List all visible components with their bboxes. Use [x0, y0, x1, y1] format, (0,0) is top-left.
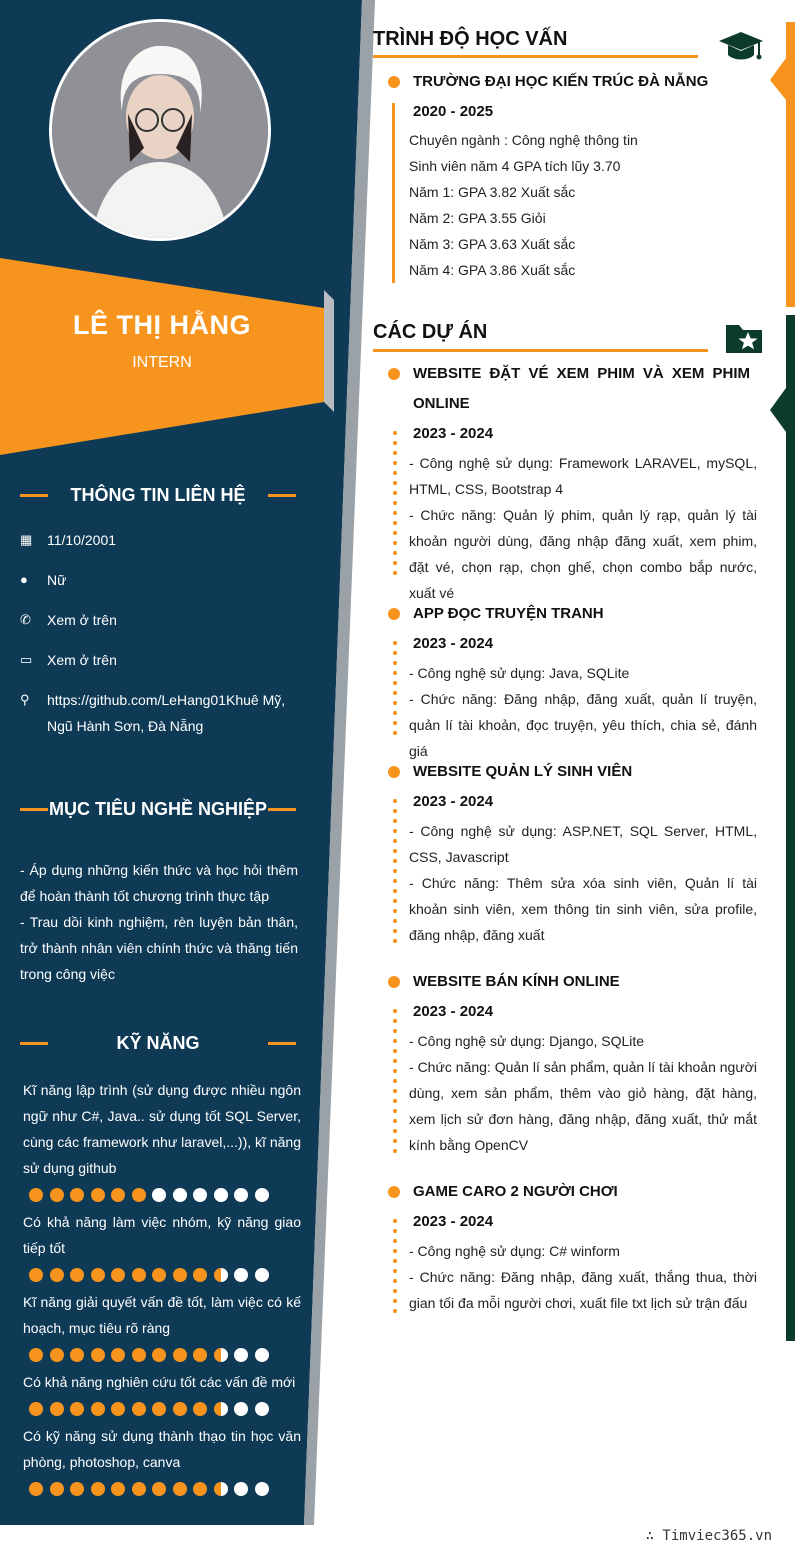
- contact-phone-value: Xem ở trên: [47, 612, 117, 628]
- skill-rating: [29, 1188, 269, 1202]
- skill-rating: [29, 1402, 269, 1416]
- rating-dot: [70, 1348, 84, 1362]
- project-bullet: [388, 766, 400, 778]
- heading-line: [268, 494, 296, 497]
- rating-dot: [173, 1268, 187, 1282]
- rating-dot: [70, 1188, 84, 1202]
- project-title: GAME CARO 2 NGƯỜI CHƠI: [413, 1183, 618, 1200]
- rating-dot: [193, 1402, 207, 1416]
- project-title: WEBSITE ĐẶT VÉ XEM PHIM VÀ XEM PHIM ONLINE: [413, 365, 750, 412]
- skill-text: Kĩ năng lập trình (sử dụng được nhiều ngôn ngữ như C#, Java.. sử dụng tốt SQL Server, cùng các framework như laravel,...)), kĩ năng sử dụng github: [23, 1082, 301, 1176]
- education-detail: Chuyên ngành : Công nghệ thông tin: [409, 132, 638, 148]
- contact-gender-value: Nữ: [47, 572, 67, 588]
- project-details: [409, 660, 757, 764]
- project-title: APP ĐỌC TRUYỆN TRANH: [413, 605, 604, 622]
- rating-dot: [91, 1348, 105, 1362]
- objective-line: - Trau dồi kinh nghiệm, rèn luyện bản thân, trở thành nhân viên chính thức và thăng tiến trong công việc: [20, 914, 298, 982]
- project-detail: - Chức năng: Đăng nhập, đăng xuất, thắng thua, thời gian tối đa mỗi người chơi, xuất file txt lịch sử trận đấu: [409, 1269, 757, 1311]
- rating-dot: [255, 1268, 269, 1282]
- rating-dot: [193, 1482, 207, 1496]
- project-detail: - Công nghệ sử dụng: C# winform: [409, 1243, 620, 1259]
- rating-dot: [91, 1482, 105, 1496]
- education-detail: Năm 4: GPA 3.86 Xuất sắc: [409, 262, 576, 278]
- rating-dot: [255, 1348, 269, 1362]
- profile-title: INTERN: [132, 354, 192, 371]
- phone-icon: ✆: [20, 612, 31, 627]
- project-details: [409, 450, 757, 606]
- rating-dot: [214, 1348, 228, 1362]
- skill-text: Có kỹ năng sử dụng thành thạo tin học văn phòng, photoshop, canva: [23, 1428, 301, 1470]
- profile-name: LÊ THỊ HẰNG: [73, 310, 251, 340]
- contact-email: [20, 647, 310, 673]
- contact-birthday-value: 11/10/2001: [47, 532, 117, 548]
- rating-dot: [70, 1482, 84, 1496]
- rating-dot: [50, 1402, 64, 1416]
- heading-line: [268, 808, 296, 811]
- rating-dot: [91, 1268, 105, 1282]
- project-details: [409, 818, 757, 948]
- education-detail: Năm 3: GPA 3.63 Xuất sắc: [409, 236, 576, 252]
- calendar-icon: ▦: [20, 532, 33, 547]
- project-bullet: [388, 608, 400, 620]
- skill-rating: [29, 1482, 269, 1496]
- rating-dot: [152, 1482, 166, 1496]
- rating-dot: [29, 1348, 43, 1362]
- rating-dot: [173, 1402, 187, 1416]
- project-detail: - Chức năng: Thêm sửa xóa sinh viên, Quản lí tài khoản sinh viên, xem thông tin sinh viên, sửa profile, đăng nhập, đăng xuất: [409, 875, 757, 943]
- rating-dot: [173, 1188, 187, 1202]
- rating-dot: [234, 1348, 248, 1362]
- rating-dot: [214, 1482, 228, 1496]
- project-details: [409, 1238, 757, 1316]
- rating-dot: [111, 1268, 125, 1282]
- rating-dot: [91, 1402, 105, 1416]
- project-bullet: [388, 1186, 400, 1198]
- rating-dot: [152, 1402, 166, 1416]
- rating-dot: [91, 1188, 105, 1202]
- rating-dot: [132, 1482, 146, 1496]
- project-years: 2023 - 2024: [413, 425, 494, 442]
- rating-dot: [234, 1482, 248, 1496]
- rating-dot: [173, 1348, 187, 1362]
- objective-heading: [20, 799, 296, 820]
- rating-dot: [111, 1402, 125, 1416]
- rating-dot: [234, 1188, 248, 1202]
- rating-dot: [111, 1348, 125, 1362]
- contact-heading-text: THÔNG TIN LIÊN HỆ: [70, 485, 246, 505]
- contact-gender: [20, 567, 310, 593]
- project-detail: - Công nghệ sử dụng: ASP.NET, SQL Server, HTML, CSS, Javascript: [409, 823, 757, 865]
- projects-heading: CÁC DỰ ÁN: [373, 321, 488, 343]
- rating-dot: [193, 1268, 207, 1282]
- project-timeline-dots: [393, 796, 397, 948]
- rating-dot: [132, 1348, 146, 1362]
- rating-dot: [132, 1268, 146, 1282]
- project-bullet: [388, 976, 400, 988]
- contact-heading: [20, 485, 296, 506]
- rating-dot: [214, 1402, 228, 1416]
- rating-dot: [70, 1402, 84, 1416]
- email-icon: ▭: [20, 652, 33, 667]
- skills-heading: [20, 1033, 296, 1054]
- project-years: 2023 - 2024: [413, 1213, 494, 1230]
- location-icon: ⚲: [20, 692, 30, 707]
- rating-dot: [111, 1482, 125, 1496]
- project-details: [409, 1028, 757, 1158]
- rating-dot: [50, 1268, 64, 1282]
- watermark: ∴ Timviec365.vn: [645, 1528, 772, 1544]
- contact-address: [20, 687, 310, 739]
- skill-text: Có khả năng làm việc nhóm, kỹ năng giao tiếp tốt: [23, 1214, 301, 1256]
- rating-dot: [132, 1188, 146, 1202]
- skill-rating: [29, 1268, 269, 1282]
- objective-line: - Áp dụng những kiến thức và học hỏi thêm để hoàn thành tốt chương trình thực tập: [20, 862, 298, 904]
- rating-dot: [214, 1268, 228, 1282]
- contact-birthday: [20, 527, 310, 553]
- rating-dot: [29, 1188, 43, 1202]
- skill-rating: [29, 1348, 269, 1362]
- rating-dot: [50, 1188, 64, 1202]
- project-detail: - Công nghệ sử dụng: Java, SQLite: [409, 665, 630, 681]
- rating-dot: [214, 1188, 228, 1202]
- rating-dot: [50, 1348, 64, 1362]
- rating-dot: [111, 1188, 125, 1202]
- project-years: 2023 - 2024: [413, 1003, 494, 1020]
- education-heading-line: [373, 55, 698, 58]
- heading-line: [20, 808, 48, 811]
- project-title: WEBSITE QUẢN LÝ SINH VIÊN: [413, 763, 633, 780]
- project-detail: - Chức năng: Quản lí sản phẩm, quản lí tài khoản người dùng, xem sản phẩm, thêm vào giỏ hàng, đặt hàng, xem lịch sử đơn hàng, đăng nhập, đăng xuất, thử mắt kính bằng OpenCV: [409, 1059, 757, 1153]
- project-bullet: [388, 368, 400, 380]
- skill-text: Có khả năng nghiên cứu tốt các vấn đề mới: [23, 1374, 296, 1390]
- heading-line: [20, 494, 48, 497]
- education-bullet: [388, 76, 400, 88]
- avatar: [52, 22, 268, 238]
- folder-star-icon: [724, 321, 764, 355]
- user-icon: ●: [20, 572, 28, 587]
- project-timeline-dots: [393, 638, 397, 738]
- project-detail: - Công nghệ sử dụng: Django, SQLite: [409, 1033, 645, 1049]
- rating-dot: [132, 1402, 146, 1416]
- rating-dot: [29, 1402, 43, 1416]
- rating-dot: [50, 1482, 64, 1496]
- project-timeline-dots: [393, 1216, 397, 1316]
- rating-dot: [193, 1188, 207, 1202]
- rating-dot: [234, 1402, 248, 1416]
- project-years: 2023 - 2024: [413, 635, 494, 652]
- education-heading: TRÌNH ĐỘ HỌC VẤN: [373, 28, 568, 50]
- graduation-cap-icon: [718, 30, 764, 64]
- education-detail: Năm 2: GPA 3.55 Giỏi: [409, 210, 546, 226]
- project-detail: - Chức năng: Quản lý phim, quản lý rạp, quản lý tài khoản người dùng, đăng nhập đăng xuất, xem phim, đặt vé, chọn rạp, chọn ghế, chọn combo bắp nước, xuất vé: [409, 507, 757, 601]
- project-timeline-dots: [393, 428, 397, 580]
- education-school: TRƯỜNG ĐẠI HỌC KIẾN TRÚC ĐÀ NẴNG: [413, 73, 709, 90]
- objective-text: [20, 857, 298, 987]
- project-detail: - Chức năng: Đăng nhập, đăng xuất, quản lí truyện, quản lí tài khoản, đọc truyện, yêu thích, chia sẻ, đánh giá: [409, 691, 757, 759]
- education-timeline-bar: [392, 103, 395, 283]
- objective-heading-text: MỤC TIÊU NGHỀ NGHIỆP: [48, 799, 267, 819]
- skill-text: Kĩ năng giải quyết vấn đề tốt, làm việc có kế hoạch, mục tiêu rõ ràng: [23, 1294, 301, 1336]
- heading-line: [268, 1042, 296, 1045]
- contact-phone: [20, 607, 310, 633]
- project-detail: - Công nghệ sử dụng: Framework LARAVEL, mySQL, HTML, CSS, Bootstrap 4: [409, 455, 757, 497]
- contact-address-value[interactable]: https://github.com/LeHang01Khuê Mỹ, Ngũ Hành Sơn, Đà Nẵng: [47, 692, 286, 734]
- education-details: [409, 127, 757, 283]
- rating-dot: [70, 1268, 84, 1282]
- project-years: 2023 - 2024: [413, 793, 494, 810]
- contact-email-value: Xem ở trên: [47, 652, 117, 668]
- rating-dot: [234, 1268, 248, 1282]
- rating-dot: [193, 1348, 207, 1362]
- rating-dot: [255, 1482, 269, 1496]
- project-title: WEBSITE BÁN KÍNH ONLINE: [413, 973, 620, 990]
- education-detail: Năm 1: GPA 3.82 Xuất sắc: [409, 184, 576, 200]
- skills-heading-text: KỸ NĂNG: [116, 1033, 200, 1053]
- education-detail: Sinh viên năm 4 GPA tích lũy 3.70: [409, 158, 621, 174]
- rating-dot: [173, 1482, 187, 1496]
- rating-dot: [152, 1188, 166, 1202]
- rating-dot: [29, 1482, 43, 1496]
- rating-dot: [152, 1268, 166, 1282]
- project-timeline-dots: [393, 1006, 397, 1158]
- education-years: 2020 - 2025: [413, 103, 494, 120]
- rating-dot: [152, 1348, 166, 1362]
- rating-dot: [29, 1268, 43, 1282]
- heading-line: [20, 1042, 48, 1045]
- projects-heading-line: [373, 349, 708, 352]
- rating-dot: [255, 1188, 269, 1202]
- rating-dot: [255, 1402, 269, 1416]
